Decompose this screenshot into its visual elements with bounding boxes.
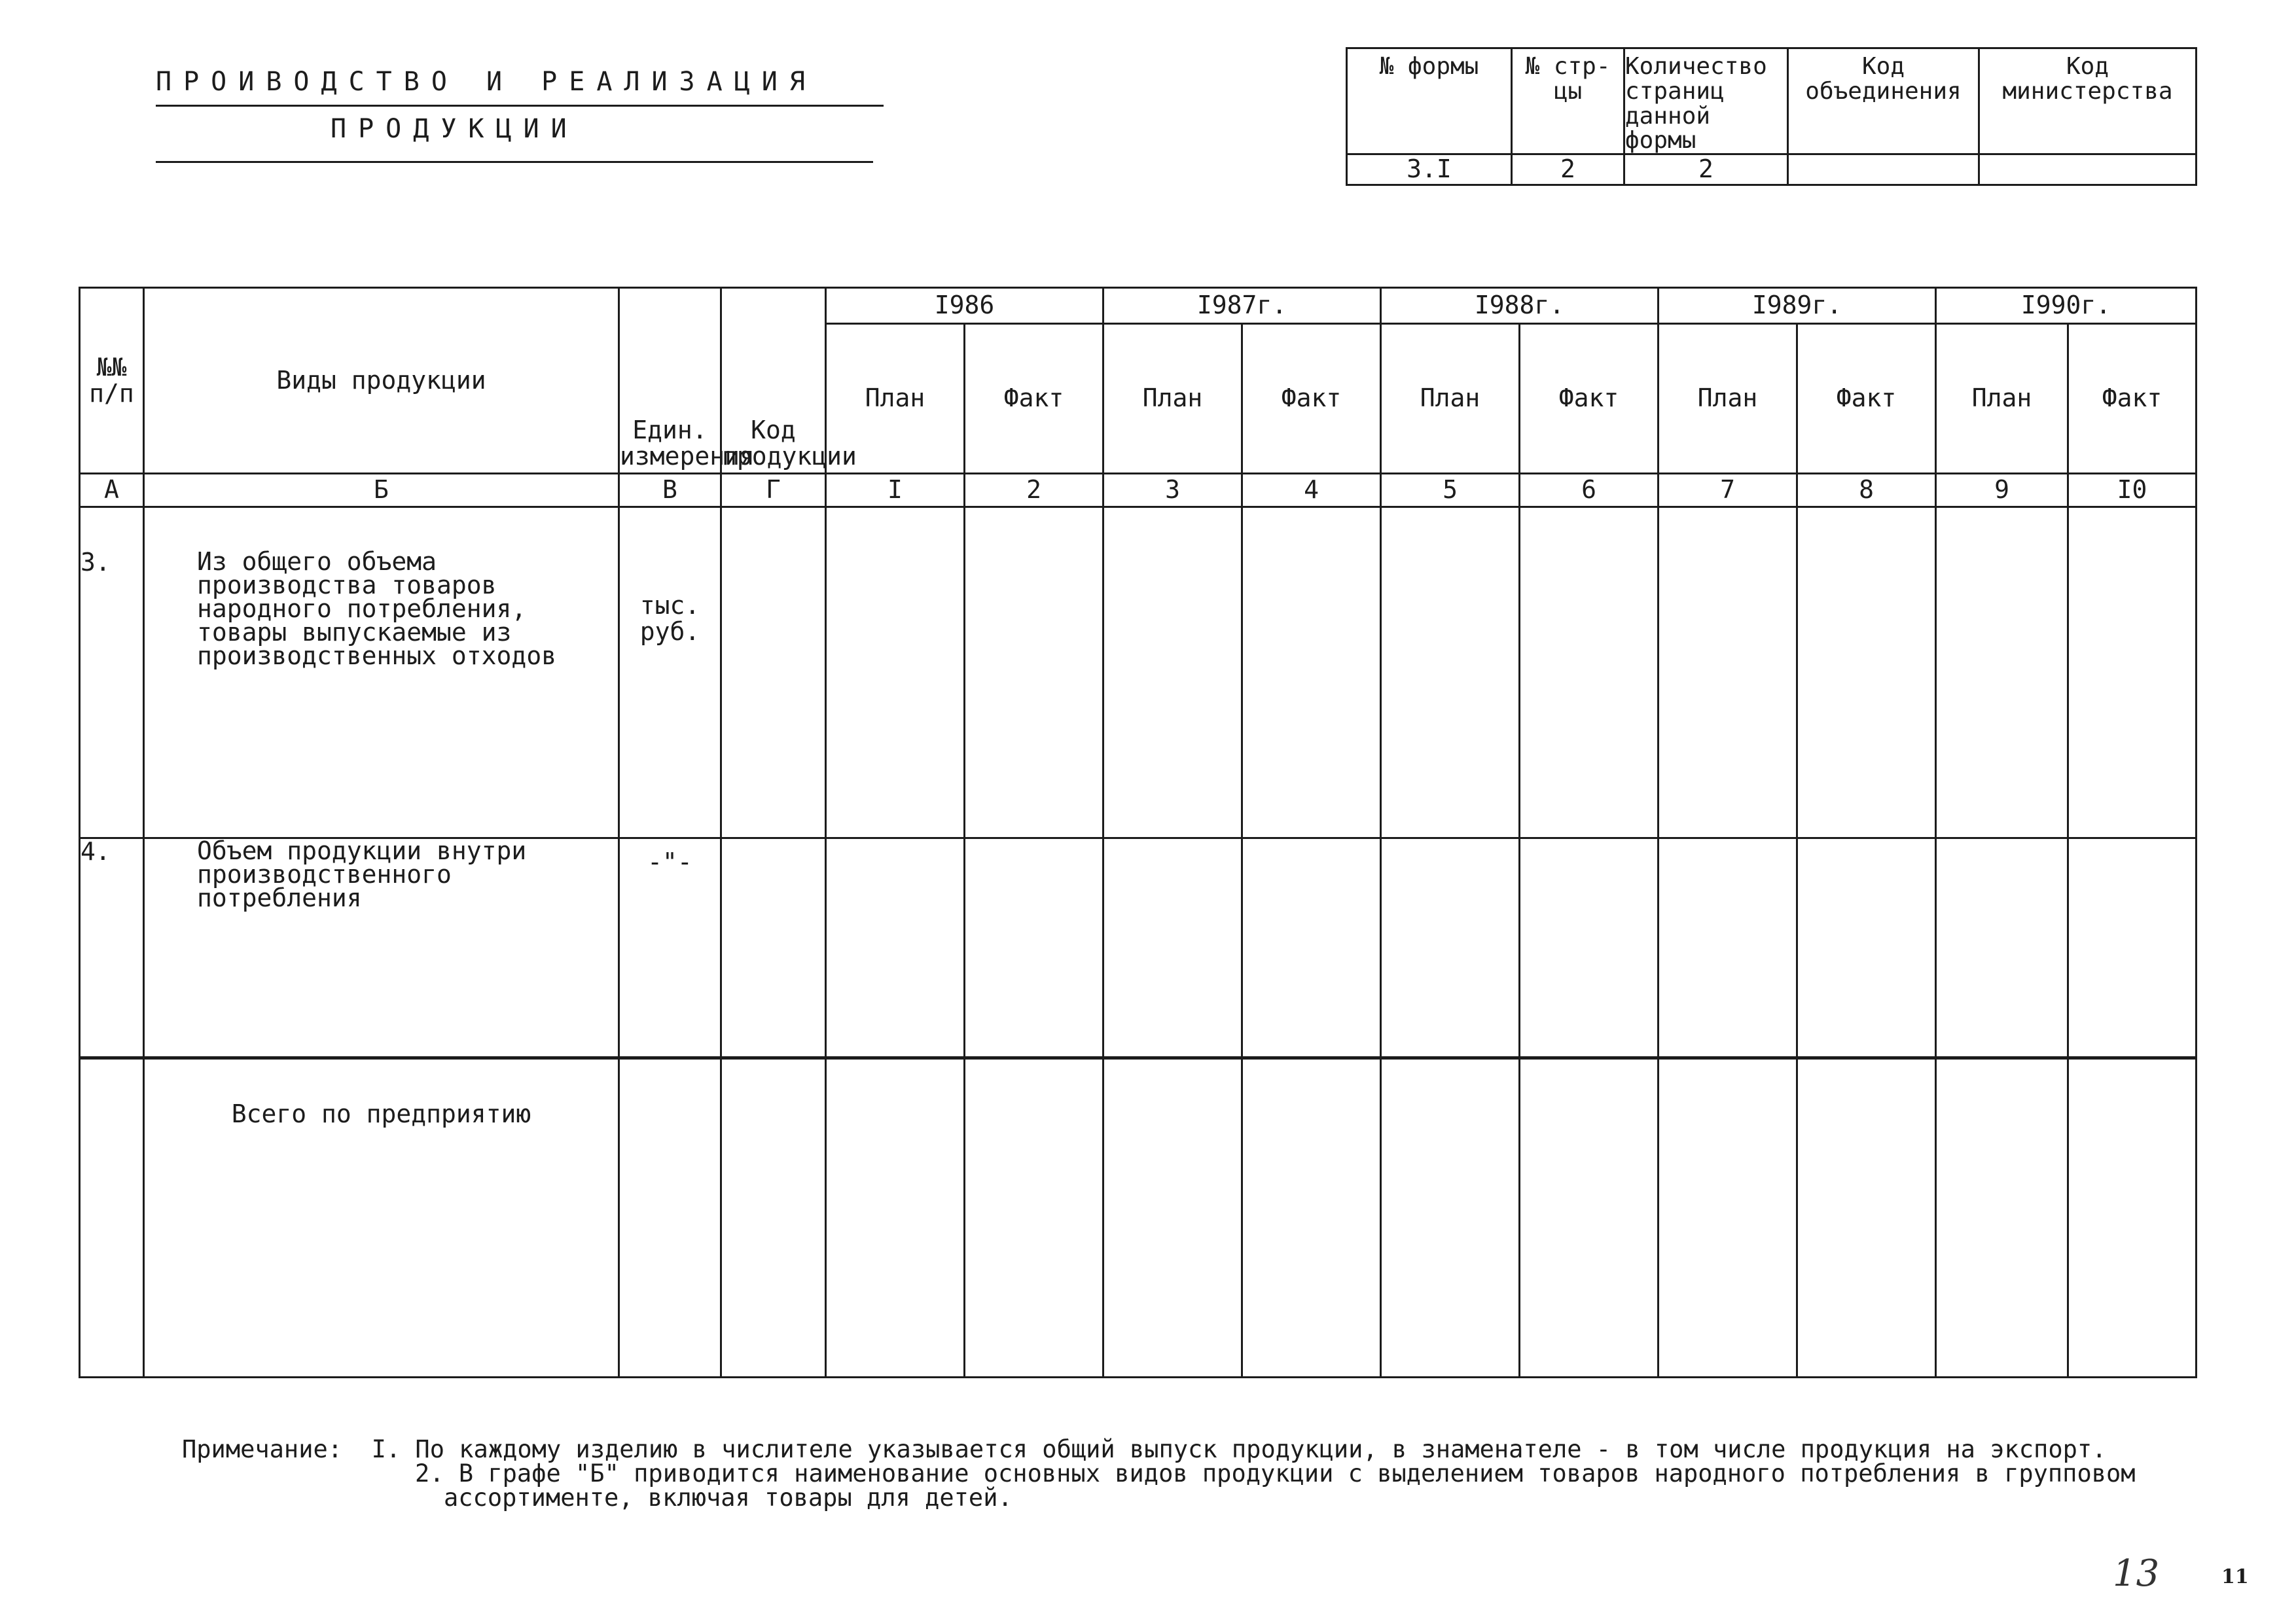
year-header-1990: I990г. bbox=[1936, 288, 2197, 324]
column-number: 3 bbox=[1103, 474, 1242, 507]
fact-header: Факт bbox=[1520, 324, 1659, 474]
column-number: 6 bbox=[1520, 474, 1659, 507]
year-header-1989: I989г. bbox=[1659, 288, 1936, 324]
plan-header: План bbox=[1103, 324, 1242, 474]
fact-header: Факт bbox=[965, 324, 1103, 474]
plan-header: План bbox=[826, 324, 965, 474]
note-2-line1: 2. В графе "Б" приводится наименование основных видов продукции с выделением товаров народного потребления в групповом bbox=[415, 1459, 2136, 1488]
column-number: 5 bbox=[1381, 474, 1520, 507]
table-row bbox=[80, 838, 2197, 1058]
page-number-value: 2 bbox=[1512, 154, 1624, 185]
note-1: I. По каждому изделию в числителе указывается общий выпуск продукции, в знаменателе - в том числе продукция на экспорт. bbox=[371, 1435, 2107, 1463]
form-number-header: № формы bbox=[1347, 48, 1512, 154]
page-number-handwritten: 13 bbox=[2113, 1552, 2160, 1595]
association-code-value bbox=[1788, 154, 1979, 185]
document-title-line2: ПРОДУКЦИИ bbox=[331, 114, 579, 144]
title-underline-2 bbox=[156, 161, 873, 163]
page-number-header: № стр-цы bbox=[1512, 48, 1624, 154]
column-letter: Б bbox=[144, 474, 619, 507]
plan-header: План bbox=[1381, 324, 1520, 474]
page-count-value: 2 bbox=[1624, 154, 1788, 185]
column-number: 8 bbox=[1797, 474, 1936, 507]
page-count-header: Количество страниц данной формы bbox=[1624, 48, 1788, 154]
column-number: 2 bbox=[965, 474, 1103, 507]
column-number: I bbox=[826, 474, 965, 507]
row-unit: -"- bbox=[619, 838, 721, 1058]
plan-header: План bbox=[1936, 324, 2068, 474]
notes bbox=[182, 1437, 2136, 1510]
column-number: 7 bbox=[1659, 474, 1797, 507]
total-label: Всего по предприятию bbox=[144, 1058, 619, 1378]
table-row bbox=[80, 507, 2197, 838]
row-product-name: Объем продукции внутри производственного потребления bbox=[144, 838, 619, 1058]
title-underline-1 bbox=[156, 105, 884, 107]
column-number: 9 bbox=[1936, 474, 2068, 507]
column-letter: В bbox=[619, 474, 721, 507]
production-table bbox=[79, 287, 2197, 1378]
row-number: 3. bbox=[80, 507, 144, 838]
fact-header: Факт bbox=[2068, 324, 2197, 474]
plan-header: План bbox=[1659, 324, 1797, 474]
page-number-printed: 11 bbox=[2221, 1565, 2249, 1588]
total-row bbox=[80, 1058, 2197, 1378]
col-header-product-code: Код продукции bbox=[721, 288, 826, 474]
year-header-1986: I986 bbox=[826, 288, 1103, 324]
column-number: 4 bbox=[1242, 474, 1381, 507]
fact-header: Факт bbox=[1242, 324, 1381, 474]
row-unit: тыс. руб. bbox=[619, 507, 721, 838]
form-number-value: 3.I bbox=[1347, 154, 1512, 185]
ministry-code-header: Код министерства bbox=[1979, 48, 2197, 154]
col-header-num: №№ п/п bbox=[80, 288, 144, 474]
col-header-product-types: Виды продукции bbox=[144, 288, 619, 474]
column-letter: А bbox=[80, 474, 144, 507]
col-header-unit: Един. измерения bbox=[619, 288, 721, 474]
row-product-name: Из общего объема производства товаров народного потребления, товары выпускаемые из производственных отходов bbox=[144, 507, 619, 838]
fact-header: Факт bbox=[1797, 324, 1936, 474]
column-number: I0 bbox=[2068, 474, 2197, 507]
note-2-line2: ассортименте, включая товары для детей. bbox=[444, 1484, 1013, 1512]
year-header-1988: I988г. bbox=[1381, 288, 1659, 324]
notes-prefix: Примечание: bbox=[182, 1435, 343, 1463]
year-header-1987: I987г. bbox=[1103, 288, 1381, 324]
column-letter: Г bbox=[721, 474, 826, 507]
document-title-line1: ПРОИВОДСТВО И РЕАЛИЗАЦИЯ bbox=[156, 67, 817, 97]
ministry-code-value bbox=[1979, 154, 2197, 185]
association-code-header: Код объединения bbox=[1788, 48, 1979, 154]
row-number: 4. bbox=[80, 838, 144, 1058]
form-info-table bbox=[1346, 47, 2197, 186]
